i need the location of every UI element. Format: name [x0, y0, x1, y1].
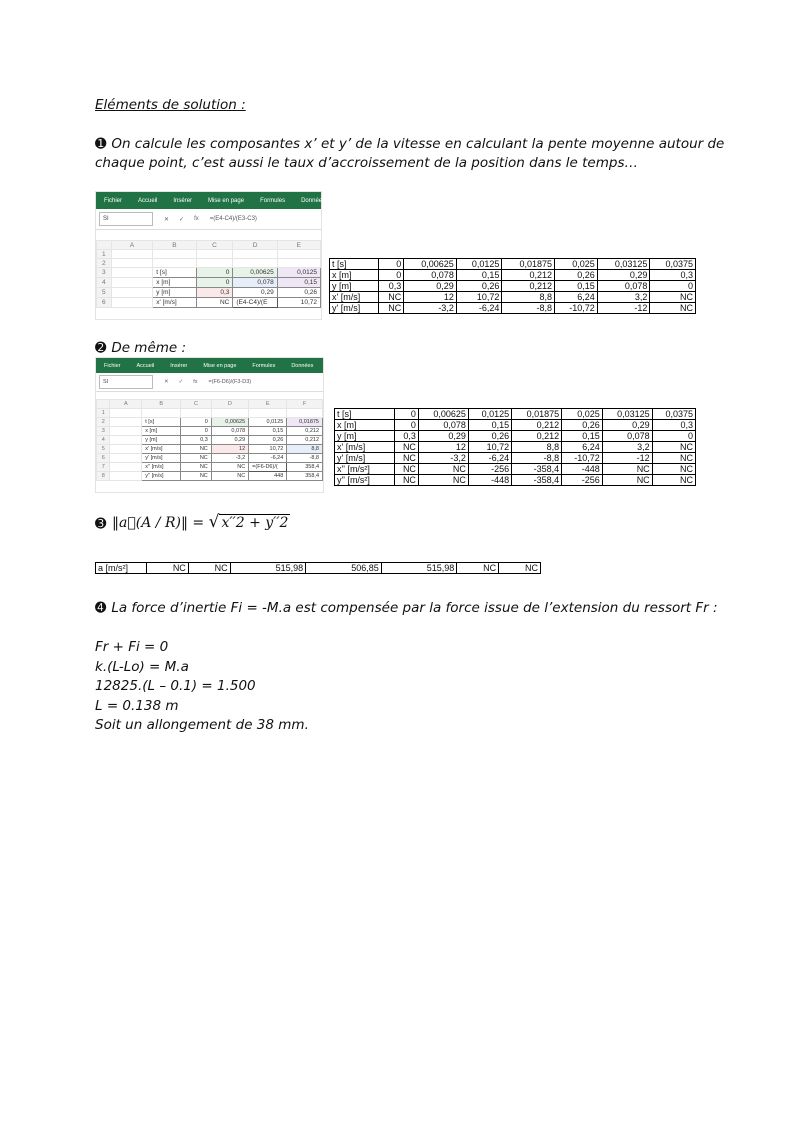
bullet-3-icon: ➌	[95, 516, 107, 532]
table-cell: -8,8	[512, 453, 562, 464]
x-double-prime-squared: x′′2	[221, 515, 245, 531]
cell[interactable]	[277, 250, 320, 259]
acceleration-formula	[112, 512, 290, 532]
cell[interactable]	[110, 427, 142, 436]
cell[interactable]: y' [m/s]	[142, 454, 181, 463]
table-cell: 10,72	[456, 292, 502, 303]
cell[interactable]	[110, 418, 142, 427]
table-row	[97, 445, 323, 454]
equation-line: 12825.(L – 0.1) = 1.500	[95, 678, 256, 694]
page-heading: Eléments de solution :	[95, 97, 246, 113]
cell[interactable]	[110, 454, 142, 463]
row-label-cell: x [m]	[335, 420, 395, 431]
cell[interactable]: y [m]	[142, 436, 181, 445]
equation-line: Fr + Fi = 0	[95, 639, 169, 655]
table-row	[97, 268, 321, 278]
name-box[interactable]: SI	[99, 212, 153, 226]
table-row	[97, 278, 321, 288]
table-cell: 0	[395, 420, 419, 431]
menu-revision[interactable]: Révision	[329, 362, 351, 369]
excel-ribbon	[96, 358, 351, 373]
table-cell: -10,72	[562, 453, 603, 464]
table-row	[97, 250, 321, 259]
cell[interactable]	[287, 409, 323, 418]
cell[interactable]	[111, 259, 153, 268]
cell[interactable]	[277, 259, 320, 268]
table-cell: NC	[652, 475, 695, 486]
table-cell: 0,025	[562, 409, 603, 420]
cell[interactable]: t [s]	[153, 268, 196, 278]
cell[interactable]: NC	[181, 472, 212, 481]
cell[interactable]: t [s]	[142, 418, 181, 427]
col-header-b[interactable]: B	[153, 241, 196, 250]
table-cell: 515,98	[230, 563, 306, 574]
table-cell: -448	[468, 475, 511, 486]
row-label-cell: x'' [m/s²]	[335, 464, 395, 475]
table-cell: NC	[418, 475, 468, 486]
table-cell: 0,15	[468, 420, 511, 431]
cell[interactable]	[110, 409, 142, 418]
bullet-2-icon: ➋	[95, 340, 107, 356]
table-cell: NC	[652, 442, 695, 453]
table-cell: NC	[650, 292, 696, 303]
formula-input[interactable]: =(F6-D6)/(F3-D3)	[208, 379, 252, 385]
row-number[interactable]: 8	[97, 472, 110, 481]
table-cell: 0,03125	[597, 259, 650, 270]
col-header-c[interactable]: C	[181, 400, 212, 409]
cell[interactable]: x [m]	[142, 427, 181, 436]
name-box[interactable]: SI	[99, 375, 153, 389]
row-number[interactable]: 2	[97, 259, 112, 268]
table-cell: NC	[395, 464, 419, 475]
cell[interactable]: NC	[211, 472, 248, 481]
table-row	[97, 298, 321, 308]
data-table-1	[329, 258, 696, 314]
table-cell: NC	[188, 563, 230, 574]
cell[interactable]: 0,078	[233, 278, 277, 288]
row-number[interactable]: 3	[97, 427, 110, 436]
cell[interactable]	[233, 259, 277, 268]
corner-cell	[97, 400, 110, 409]
row-label-cell: a [m/s²]	[96, 563, 147, 574]
cell[interactable]	[249, 409, 287, 418]
table-cell: 0,212	[512, 431, 562, 442]
cell[interactable]: NC	[211, 463, 248, 472]
table-cell: NC	[650, 303, 696, 314]
fx-icon[interactable]: fx	[193, 379, 198, 385]
vector-a: a⃗	[119, 515, 136, 531]
table-cell: NC	[395, 475, 419, 486]
table-cell: 0,29	[418, 431, 468, 442]
table-cell: 12	[418, 442, 468, 453]
table-cell: NC	[602, 464, 652, 475]
cell[interactable]: 0,078	[211, 427, 248, 436]
equation-line: Soit un allongement de 38 mm.	[95, 717, 309, 733]
table-cell: -448	[562, 464, 603, 475]
cell[interactable]: 0,29	[211, 436, 248, 445]
table-cell: 0,29	[602, 420, 652, 431]
table-cell: -358,4	[512, 475, 562, 486]
row-label-cell: y [m]	[330, 281, 379, 292]
cell[interactable]: -8,8	[287, 454, 323, 463]
table-cell: 0,025	[555, 259, 598, 270]
formula-bar	[96, 373, 323, 392]
row-label-cell: t [s]	[330, 259, 379, 270]
table-row	[96, 563, 541, 574]
table-cell: 0,078	[404, 270, 457, 281]
cell[interactable]: 0,15	[249, 427, 287, 436]
active-cell[interactable]: (E4-C4)/(E	[233, 298, 277, 308]
menu-formules[interactable]: Formules	[252, 362, 276, 369]
cell[interactable]	[111, 278, 153, 288]
table-cell: -3,2	[418, 453, 468, 464]
table-row	[330, 259, 696, 270]
table-cell: 0	[652, 431, 695, 442]
cell[interactable]: NC	[196, 298, 233, 308]
table-cell: 0,00625	[418, 409, 468, 420]
row-label-cell: x' [m/s]	[335, 442, 395, 453]
table-cell: 0,26	[562, 420, 603, 431]
table-cell: 0,00625	[404, 259, 457, 270]
table-cell: 0,0125	[468, 409, 511, 420]
table-cell: 0,29	[597, 270, 650, 281]
col-header-d[interactable]: D	[211, 400, 248, 409]
cell[interactable]: y'' [m/s]	[142, 472, 181, 481]
cell[interactable]	[110, 436, 142, 445]
table-row	[97, 427, 323, 436]
cell[interactable]: 358,4	[287, 463, 323, 472]
cell[interactable]: NC	[181, 454, 212, 463]
table-cell: NC	[418, 464, 468, 475]
menu-fichier[interactable]: Fichier	[104, 362, 121, 369]
row-label-cell: y [m]	[335, 431, 395, 442]
cell[interactable]: 0,212	[287, 436, 323, 445]
table-cell: 12	[404, 292, 457, 303]
table-cell: 0,212	[502, 270, 555, 281]
cell[interactable]	[153, 250, 196, 259]
table-cell: 0,0125	[456, 259, 502, 270]
excel-grid	[96, 240, 321, 308]
table-cell: -358,4	[512, 464, 562, 475]
menu-fichier[interactable]: Fichier	[104, 197, 123, 204]
row-number[interactable]: 4	[97, 436, 110, 445]
table-row	[335, 431, 696, 442]
cell[interactable]: 10,72	[249, 445, 287, 454]
row-label-cell: y' [m/s]	[335, 453, 395, 464]
cell[interactable]: 0	[196, 268, 233, 278]
paragraph-4-text: La force d’inertie Fi = -M.a est compensée par la force issue de l’extension du ressort Fr :	[111, 600, 718, 616]
cell[interactable]: 0,0125	[249, 418, 287, 427]
cell[interactable]	[233, 250, 277, 259]
cell[interactable]: x [m]	[153, 278, 196, 288]
table-cell: -12	[597, 303, 650, 314]
enter-icon[interactable]: ✓	[179, 216, 185, 223]
equation-line: k.(L-Lo) = M.a	[95, 659, 189, 675]
table-row	[330, 281, 696, 292]
equation-line: L = 0.138 m	[95, 698, 179, 714]
table-cell: 0,0375	[652, 409, 695, 420]
table-row	[335, 464, 696, 475]
row-number[interactable]: 5	[97, 445, 110, 454]
table-cell: 0,01875	[512, 409, 562, 420]
menu-inserer[interactable]: Insérer	[170, 362, 188, 369]
y-double-prime-squared: y′′2	[265, 515, 289, 531]
cell[interactable]	[196, 259, 233, 268]
table-cell: 0,15	[562, 431, 603, 442]
table-row	[330, 270, 696, 281]
cell[interactable]	[181, 409, 212, 418]
table-cell: 0,0375	[650, 259, 696, 270]
table-cell: 0,15	[456, 270, 502, 281]
cell[interactable]: 358,4	[287, 472, 323, 481]
table-cell: 10,72	[468, 442, 511, 453]
cell[interactable]	[111, 250, 153, 259]
cell[interactable]: 0	[196, 278, 233, 288]
cell[interactable]: 0,26	[249, 436, 287, 445]
corner-cell	[97, 241, 112, 250]
table-row	[97, 463, 323, 472]
col-header-f[interactable]: F	[287, 400, 323, 409]
cell[interactable]: 0	[181, 427, 212, 436]
table-cell: 0,26	[555, 270, 598, 281]
data-table-3	[95, 562, 541, 574]
data-table-2	[334, 408, 696, 486]
table-row	[97, 288, 321, 298]
cell[interactable]: 0	[181, 418, 212, 427]
row-number[interactable]: 1	[97, 250, 112, 259]
menu-donnees[interactable]: Données	[301, 197, 326, 204]
row-label-cell: x [m]	[330, 270, 379, 281]
row-label-cell: y'' [m/s²]	[335, 475, 395, 486]
table-cell: 0,26	[456, 281, 502, 292]
menu-formules[interactable]: Formules	[260, 197, 286, 204]
row-number[interactable]: 1	[97, 409, 110, 418]
row-number[interactable]: 7	[97, 463, 110, 472]
cell[interactable]: y [m]	[153, 288, 196, 298]
paragraph-1-line-2: chaque point, c’est aussi le taux d’accroissement de la position dans le temps…	[95, 155, 638, 171]
table-cell: -8,8	[502, 303, 555, 314]
cell[interactable]: 0,00625	[233, 268, 277, 278]
row-number[interactable]: 6	[97, 454, 110, 463]
excel-screenshot-1	[95, 191, 326, 320]
row-number[interactable]: 6	[97, 298, 112, 308]
table-cell: NC	[457, 563, 499, 574]
cell[interactable]: 0,00625	[211, 418, 248, 427]
table-cell: 506,85	[306, 563, 382, 574]
table-row	[335, 409, 696, 420]
table-cell: 0,3	[395, 431, 419, 442]
col-header-c[interactable]: C	[196, 241, 233, 250]
table-cell: 3,2	[597, 292, 650, 303]
cancel-icon[interactable]: ✕	[164, 216, 170, 223]
active-cell[interactable]: =(F6-D6)/(	[249, 463, 287, 472]
cell[interactable]: 0,15	[277, 278, 320, 288]
cell[interactable]: 448	[249, 472, 287, 481]
plus-sign: +	[249, 515, 261, 531]
cell[interactable]: -6,24	[249, 454, 287, 463]
formula-bar	[96, 209, 321, 230]
table-cell: NC	[652, 464, 695, 475]
table-cell: 0,3	[652, 420, 695, 431]
paragraph-2-text: De même :	[111, 340, 187, 356]
table-cell: 0,01875	[502, 259, 555, 270]
table-cell: -256	[562, 475, 603, 486]
cell[interactable]: NC	[181, 463, 212, 472]
table-cell: -10,72	[555, 303, 598, 314]
table-cell: 0	[379, 270, 404, 281]
norm-open: ‖	[112, 515, 119, 531]
table-cell: 0,212	[502, 281, 555, 292]
table-row	[97, 436, 323, 445]
table-cell: 6,24	[562, 442, 603, 453]
cell[interactable]: x' [m/s]	[142, 445, 181, 454]
table-cell: 3,2	[602, 442, 652, 453]
cell[interactable]: x'' [m/s]	[142, 463, 181, 472]
cell[interactable]: 10,72	[277, 298, 320, 308]
enter-icon[interactable]: ✓	[178, 379, 184, 385]
cell[interactable]	[110, 472, 142, 481]
col-header-e[interactable]: E	[249, 400, 287, 409]
table-cell: NC	[602, 475, 652, 486]
row-number[interactable]: 2	[97, 418, 110, 427]
row-label-cell: y' [m/s]	[330, 303, 379, 314]
table-cell: NC	[652, 453, 695, 464]
bullet-1-icon: ➊	[95, 136, 107, 152]
cell[interactable]: 12	[211, 445, 248, 454]
excel-grid	[96, 399, 323, 481]
cancel-icon[interactable]: ✕	[164, 379, 169, 385]
excel-screenshot-2	[95, 357, 351, 493]
paragraph-2	[95, 339, 186, 358]
table-cell: 8,8	[502, 292, 555, 303]
cell[interactable]: -3,2	[211, 454, 248, 463]
cell[interactable]: x' [m/s]	[153, 298, 196, 308]
table-cell: 0	[379, 259, 404, 270]
cell[interactable]	[111, 268, 153, 278]
table-cell: NC	[147, 563, 189, 574]
table-row	[97, 259, 321, 268]
table-cell: -3,2	[404, 303, 457, 314]
cell[interactable]	[211, 409, 248, 418]
formula-argument: (A / R)	[135, 515, 181, 531]
cell[interactable]: 0,01875	[287, 418, 323, 427]
row-number[interactable]: 5	[97, 288, 112, 298]
table-cell: -6,24	[468, 453, 511, 464]
table-cell: 0,29	[404, 281, 457, 292]
table-cell: NC	[379, 303, 404, 314]
table-row	[335, 475, 696, 486]
col-header-a[interactable]: A	[111, 241, 153, 250]
menu-accueil[interactable]: Accueil	[136, 362, 155, 369]
cell[interactable]: 0,26	[277, 288, 320, 298]
table-row	[335, 453, 696, 464]
row-number[interactable]: 3	[97, 268, 112, 278]
cell[interactable]	[153, 259, 196, 268]
cell[interactable]: NC	[181, 445, 212, 454]
paragraph-1-line-1	[95, 135, 724, 154]
row-label-cell: x' [m/s]	[330, 292, 379, 303]
table-cell: 0,3	[650, 270, 696, 281]
cell[interactable]: 0,212	[287, 427, 323, 436]
table-cell: 0	[650, 281, 696, 292]
table-row	[97, 472, 323, 481]
table-cell: 0,212	[512, 420, 562, 431]
norm-close: ‖	[180, 515, 188, 531]
table-cell: 0,03125	[602, 409, 652, 420]
table-cell: 0,26	[468, 431, 511, 442]
row-number[interactable]: 4	[97, 278, 112, 288]
cell[interactable]	[111, 298, 153, 308]
menu-mise-en-page[interactable]: Mise en page	[203, 362, 237, 369]
table-cell: 0,078	[602, 431, 652, 442]
menu-inserer[interactable]: Insérer	[173, 197, 193, 204]
excel-ribbon	[96, 192, 326, 209]
table-cell: 0,15	[555, 281, 598, 292]
cell[interactable]	[196, 250, 233, 259]
cell[interactable]	[111, 288, 153, 298]
table-cell: 8,8	[512, 442, 562, 453]
menu-accueil[interactable]: Accueil	[138, 197, 158, 204]
table-row	[335, 420, 696, 431]
table-cell: 0,3	[379, 281, 404, 292]
fx-icon[interactable]: fx	[194, 216, 199, 222]
table-cell: NC	[395, 453, 419, 464]
paragraph-4	[95, 599, 718, 618]
table-cell: 0,078	[418, 420, 468, 431]
col-header-a[interactable]: A	[110, 400, 142, 409]
table-cell: NC	[379, 292, 404, 303]
menu-mise-en-page[interactable]: Mise en page	[208, 197, 245, 204]
formula-input[interactable]: =(E4-C4)/(E3-C3)	[209, 216, 257, 222]
row-label-cell: t [s]	[335, 409, 395, 420]
sqrt-radicand	[219, 514, 290, 531]
menu-donnees[interactable]: Données	[291, 362, 314, 369]
table-row	[97, 418, 323, 427]
cell[interactable]	[142, 409, 181, 418]
cell[interactable]	[110, 463, 142, 472]
table-cell: 0	[395, 409, 419, 420]
table-cell: NC	[499, 563, 541, 574]
table-cell: NC	[395, 442, 419, 453]
table-cell: -256	[468, 464, 511, 475]
bullet-4-icon: ➍	[95, 600, 107, 616]
col-header-d[interactable]: D	[233, 241, 277, 250]
col-header-e[interactable]: E	[277, 241, 320, 250]
table-cell: 6,24	[555, 292, 598, 303]
table-row	[330, 303, 696, 314]
paragraph-1-text: On calcule les composantes x’ et y’ de la vitesse en calculant la pente moyenne autour de	[111, 136, 725, 152]
cell[interactable]: 0,0125	[277, 268, 320, 278]
table-cell: 0,078	[597, 281, 650, 292]
cell[interactable]: 0,3	[196, 288, 233, 298]
cell[interactable]: 0,3	[181, 436, 212, 445]
sqrt-symbol: √	[208, 512, 220, 532]
table-row	[330, 292, 696, 303]
col-header-b[interactable]: B	[142, 400, 181, 409]
cell[interactable]	[110, 445, 142, 454]
table-row	[335, 442, 696, 453]
table-row	[97, 454, 323, 463]
equals-sign: =	[192, 515, 205, 531]
table-cell: 515,98	[381, 563, 457, 574]
cell[interactable]: 8,8	[287, 445, 323, 454]
table-cell: -6,24	[456, 303, 502, 314]
table-cell: -12	[602, 453, 652, 464]
table-row	[97, 409, 323, 418]
cell[interactable]: 0,29	[233, 288, 277, 298]
